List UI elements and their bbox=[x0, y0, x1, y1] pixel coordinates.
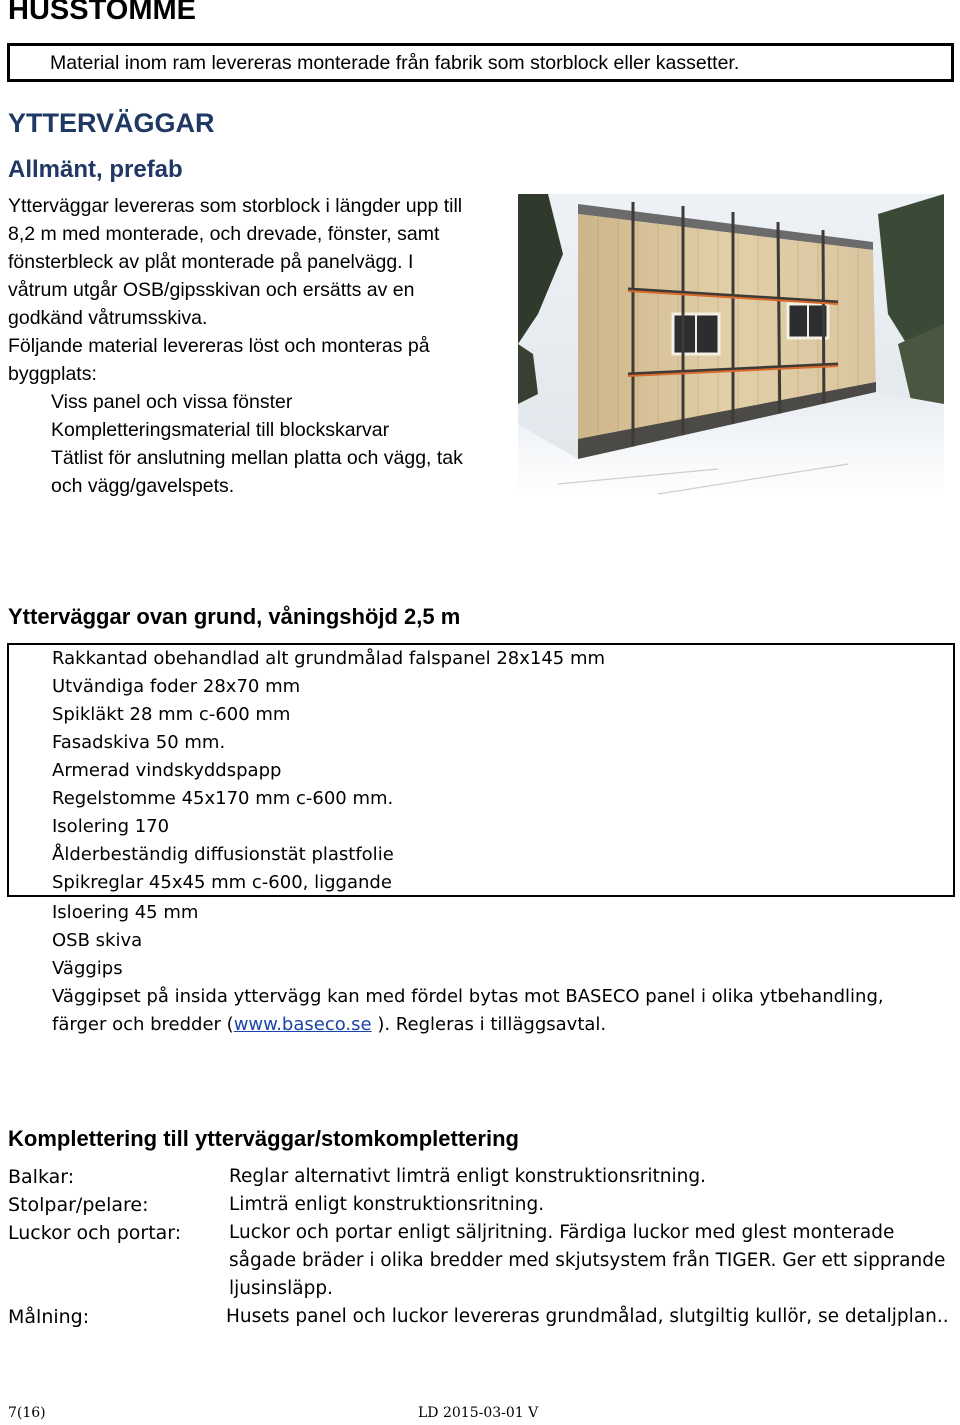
wall-layer: Isloering 45 mm bbox=[52, 902, 199, 923]
wall-note-post: ). Regleras i tilläggsavtal. bbox=[371, 1014, 607, 1035]
info-box bbox=[7, 43, 954, 82]
loose-item: och vägg/gavelspets. bbox=[51, 475, 235, 497]
loose-item: Tätlist för anslutning mellan platta och vägg, tak bbox=[51, 447, 463, 469]
info-box-text: Material inom ram levereras monterade från fabrik som storblock eller kassetter. bbox=[50, 52, 740, 74]
section-subtitle: Allmänt, prefab bbox=[8, 156, 183, 183]
wall-layer: Spikreglar 45x45 mm c-600, liggande bbox=[52, 872, 392, 893]
wall-note-line: Väggipset på insida yttervägg kan med fördel bytas mot BASECO panel i olika ytbehandling, bbox=[52, 986, 884, 1007]
wall-layer: Väggips bbox=[52, 958, 123, 979]
intro-line: Följande material levereras löst och monteras på bbox=[8, 335, 430, 357]
intro-line: godkänd våtrumsskiva. bbox=[8, 307, 208, 329]
wall-layer: Spikläkt 28 mm c-600 mm bbox=[52, 704, 291, 725]
wall-note-line bbox=[52, 1011, 884, 1039]
page-number: 7(16) bbox=[8, 1405, 46, 1421]
intro-line: byggplats: bbox=[8, 363, 97, 385]
intro-paragraph bbox=[8, 192, 508, 500]
completion-value: sågade bräder i olika bredder med skjutsystem från TIGER. Ger ett sipprande bbox=[229, 1250, 946, 1271]
completion-value: Limträ enligt konstruktionsritning. bbox=[229, 1194, 545, 1215]
intro-line: Ytterväggar levereras som storblock i längder upp till bbox=[8, 195, 463, 217]
completion-value: ljusinsläpp. bbox=[229, 1278, 333, 1299]
document-reference: LD 2015-03-01 V bbox=[418, 1405, 539, 1421]
intro-line: fönsterbleck av plåt monterade på panelvägg. I bbox=[8, 251, 414, 273]
section-title: YTTERVÄGGAR bbox=[8, 108, 215, 138]
completion-value: Luckor och portar enligt säljritning. Färdiga luckor med glest monterade bbox=[229, 1222, 895, 1243]
house-construction-photo bbox=[518, 194, 944, 498]
completion-heading: Komplettering till ytterväggar/stomkomplettering bbox=[8, 1126, 519, 1151]
intro-line: 8,2 m med monterade, och drevade, fönster, samt bbox=[8, 223, 440, 245]
intro-line: våtrum utgår OSB/gipsskivan och ersätts av en bbox=[8, 279, 415, 301]
completion-label: Balkar: bbox=[8, 1166, 75, 1188]
wall-layer: Rakkantad obehandlad alt grundmålad falspanel 28x145 mm bbox=[52, 648, 606, 669]
completion-value: Husets panel och luckor levereras grundmålad, slutgiltig kullör, se detaljplan.. bbox=[226, 1306, 949, 1327]
completion-label: Luckor och portar: bbox=[8, 1222, 182, 1244]
wall-layer: Isolering 170 bbox=[52, 816, 170, 837]
wall-layers-list bbox=[52, 645, 884, 1039]
loose-item: Kompletteringsmaterial till blockskarvar bbox=[51, 419, 390, 441]
wall-note-pre: färger och bredder ( bbox=[52, 1014, 234, 1035]
completion-value: Reglar alternativt limträ enligt konstruktionsritning. bbox=[229, 1166, 707, 1187]
page-title: HUSSTOMME bbox=[8, 0, 196, 26]
walls-heading: Ytterväggar ovan grund, våningshöjd 2,5 m bbox=[8, 604, 461, 629]
completion-label: Stolpar/pelare: bbox=[8, 1194, 149, 1216]
loose-item: Viss panel och vissa fönster bbox=[51, 391, 293, 413]
wall-layer: OSB skiva bbox=[52, 930, 143, 951]
completion-label: Målning: bbox=[8, 1306, 90, 1328]
baseco-link[interactable]: www.baseco.se bbox=[233, 1014, 372, 1035]
wall-layer: Armerad vindskyddspapp bbox=[52, 760, 282, 781]
wall-layer: Ålderbeständig diffusionstät plastfolie bbox=[52, 844, 394, 865]
wall-layer: Fasadskiva 50 mm. bbox=[52, 732, 226, 753]
wall-layer: Regelstomme 45x170 mm c-600 mm. bbox=[52, 788, 394, 809]
wall-layer: Utvändiga foder 28x70 mm bbox=[52, 676, 301, 697]
